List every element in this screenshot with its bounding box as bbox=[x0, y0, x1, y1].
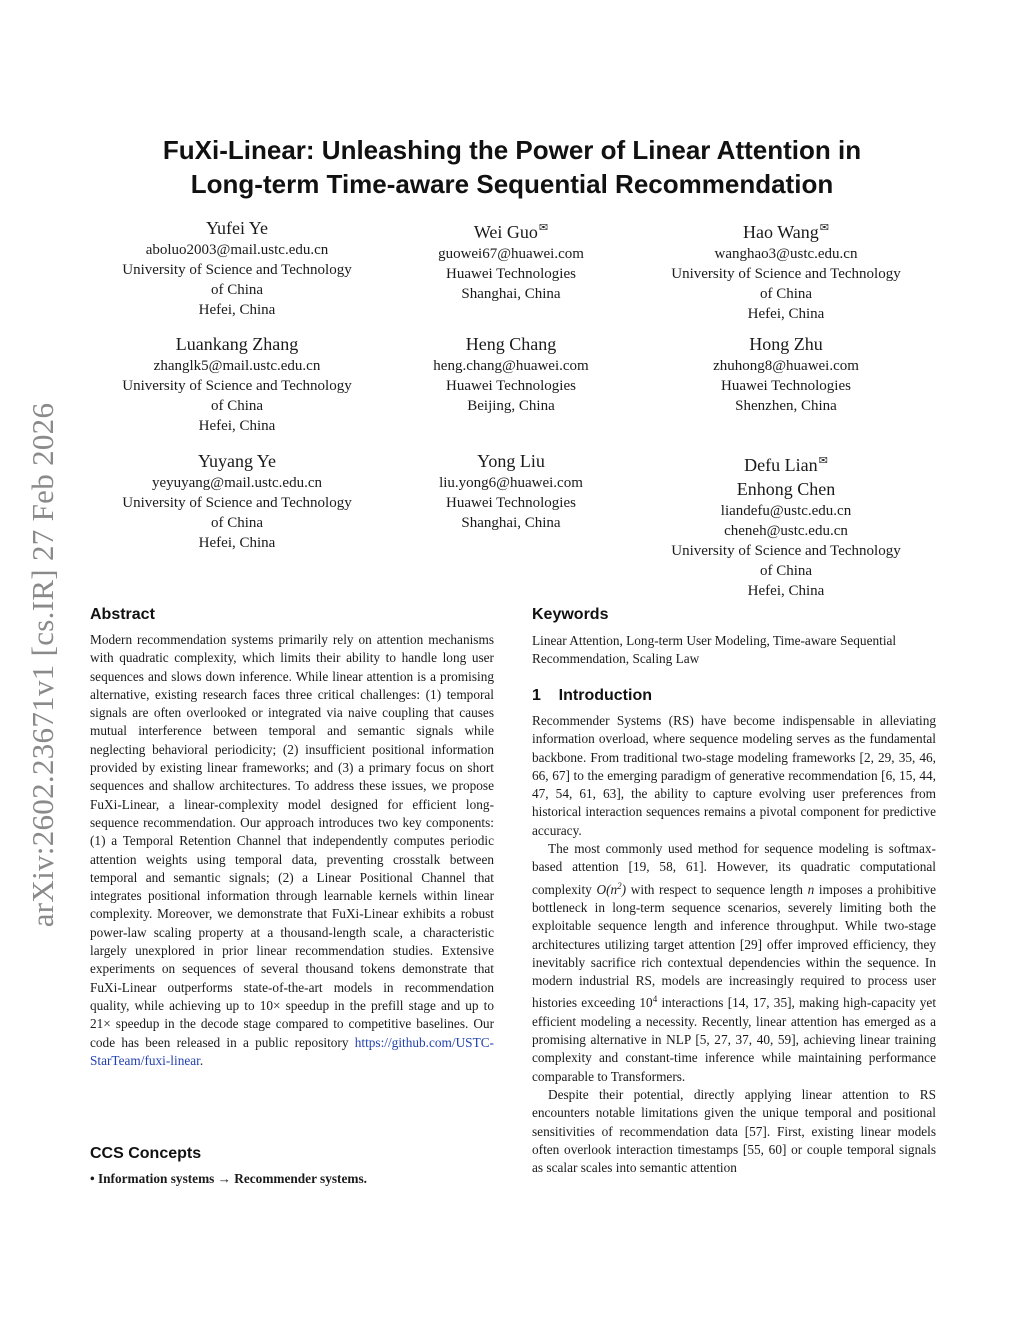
author-block bbox=[646, 216, 926, 324]
author-name: Heng Chang bbox=[465, 334, 557, 354]
author-email: aboluo2003@mail.ustc.edu.cn bbox=[145, 242, 329, 258]
intro-paragraph-1: Recommender Systems (RS) have become indispensable in alleviating information overload, where sequence modeling serves as the fundamental backbone. From traditional two-stage modeling frameworks [2, 29, 35, 46, 66, 67] to the emerging paradigm of generative recommendation [6, 15, 44, 47, 54, 61, 63], the ability to capture evolving user preferences from historical interaction sequences remains a pivotal component for predictive accuracy. bbox=[532, 713, 936, 838]
introduction-body bbox=[532, 712, 936, 1177]
author-name: Yufei Ye bbox=[205, 218, 268, 238]
author-location: Hefei, China bbox=[198, 535, 276, 551]
author-email: cheneh@ustc.edu.cn bbox=[724, 523, 848, 539]
author-block bbox=[371, 216, 651, 304]
author-location: Hefei, China bbox=[198, 418, 276, 434]
author-affiliation: Huawei Technologies bbox=[446, 266, 576, 282]
abstract-link-suffix: . bbox=[199, 1052, 204, 1068]
title-line-2: Long-term Time-aware Sequential Recommendation bbox=[190, 169, 834, 199]
author-name-row bbox=[646, 449, 926, 477]
author-affiliation: of China bbox=[759, 563, 813, 579]
arxiv-sidebar bbox=[18, 370, 68, 960]
author-block bbox=[646, 332, 926, 416]
author-email: zhanglk5@mail.ustc.edu.cn bbox=[153, 358, 321, 374]
keywords-heading: Keywords bbox=[532, 606, 609, 623]
author-name: Hong Zhu bbox=[749, 334, 823, 354]
abstract-text: Modern recommendation systems primarily rely on attention mechanisms with quadratic complexity, which limits their ability to handle long user sequences and slows down inference. While linear attention is a promising alternative, existing research faces three critical challenges: (1) temporal signals are often overlooked or integrated via naive coupling that causes mutual interference between temporal and semantic signals while neglecting behavioral periodicity; (2) insufficient positional information provided by existing linear frameworks; and (3) a primary focus on short sequences and shallow architectures. To address these issues, we propose FuXi-Linear, a linear-complexity model designed for efficient long-sequence recommendation. Our approach introduces two key components: (1) a Temporal Retention Channel that independently computes periodic attention weights using temporal data, preventing crosstalk between temporal and semantic signals; (2) a Linear Positional Channel that integrates positional information through learnable kernels within linear complexity. Moreover, we demonstrate that FuXi-Linear exhibits a robust power-law scaling property at a thousand-length scale, a characteristic largely unexplored in prior linear recommendation studies. Extensive experiments on sequences of several thousand tokens demonstrate that FuXi-Linear outperforms state-of-the-art models in recommendation quality, while achieving up to 10× speedup in the prefill stage and up to 21× speedup in the decode stage compared to competitive baselines. Our code has been released in a public repository bbox=[90, 632, 494, 1050]
author-affiliation: of China bbox=[210, 282, 264, 298]
paper-title bbox=[0, 133, 1024, 201]
ccs-concepts-text: • Information systems → Recommender systems. bbox=[90, 1171, 367, 1186]
author-name: Yong Liu bbox=[477, 451, 545, 471]
author-email: liu.yong6@huawei.com bbox=[439, 475, 583, 491]
author-block bbox=[371, 449, 651, 533]
abstract-body bbox=[90, 631, 494, 1070]
author-affiliation: of China bbox=[210, 515, 264, 531]
envelope-icon: ✉ bbox=[819, 222, 829, 234]
math-variable-n: n bbox=[807, 881, 815, 897]
author-email: heng.chang@huawei.com bbox=[433, 358, 589, 374]
author-block bbox=[371, 332, 651, 416]
author-affiliation: Huawei Technologies bbox=[446, 378, 576, 394]
math-complexity: $O(n^2)$ bbox=[596, 880, 627, 897]
arxiv-identifier: arXiv:2602.23671v1 [cs.IR] 27 Feb 2026 bbox=[25, 402, 60, 928]
author-block bbox=[646, 449, 926, 601]
author-email: guowei67@huawei.com bbox=[438, 246, 584, 262]
author-location: Hefei, China bbox=[747, 583, 825, 599]
author-affiliation: of China bbox=[759, 286, 813, 302]
author-email: yeyuyang@mail.ustc.edu.cn bbox=[151, 475, 323, 491]
introduction-heading: 1 Introduction bbox=[532, 687, 652, 704]
author-block bbox=[97, 449, 377, 553]
keywords-text: Linear Attention, Long-term User Modeling, Time-aware Sequential Recommendation, Scaling Law bbox=[532, 633, 897, 666]
intro-paragraph-3: Despite their potential, directly applying linear attention to RS encounters notable limitations given the unique temporal and positional sensitivities of recommendation data [57]. First, existing linear models often overlook interaction timestamps [55, 60] or couple temporal signals as scalar scales into semantic attention bbox=[532, 1086, 936, 1176]
author-affiliation: University of Science and Technology bbox=[122, 495, 352, 511]
ccs-heading: CCS Concepts bbox=[90, 1145, 202, 1162]
author-affiliation: University of Science and Technology bbox=[122, 262, 352, 278]
envelope-icon: ✉ bbox=[538, 222, 549, 234]
author-name: Wei Guo bbox=[473, 222, 538, 242]
author-affiliation: Huawei Technologies bbox=[721, 378, 851, 394]
envelope-icon: ✉ bbox=[818, 455, 828, 467]
author-email: zhuhong8@huawei.com bbox=[713, 358, 859, 374]
author-name: Defu Lian bbox=[744, 455, 818, 475]
author-block bbox=[97, 216, 377, 320]
author-name: Enhong Chen bbox=[736, 479, 836, 499]
author-affiliation: University of Science and Technology bbox=[122, 378, 352, 394]
author-name-row bbox=[646, 216, 926, 244]
repository-link[interactable]: https://github.com/USTC-StarTeam/fuxi-linear bbox=[90, 1034, 494, 1068]
intro-paragraph-2: The most commonly used method for sequence modeling is softmax-based attention [19, 58, 61]. However, its quadratic computational complexity $O(n^2)$ with respect to sequence length n imposes a prohibitive bottleneck in long-term sequence scenarios, severely limiting both the exploitable sequence length and inference throughput. While two-stage architectures utilizing target attention [29] offer improved efficiency, they inevitably sacrifice rich contextual dependencies within the sequence. In modern industrial RS, models are increasingly required to process user histories exceeding $10^4$ interactions [14, 17, 35], making high-capacity yet efficient modeling a necessity. Recently, linear attention has emerged as a promising alternative in NLP [5, 27, 37, 40, 59], achieving linear training complexity and constant-time inference while maintaining performance comparable to Transformers. bbox=[532, 841, 937, 1084]
author-name: Luankang Zhang bbox=[175, 334, 299, 354]
author-location: Hefei, China bbox=[747, 306, 825, 322]
author-location: Shanghai, China bbox=[461, 515, 561, 531]
author-name: Hao Wang bbox=[743, 222, 819, 242]
author-location: Shenzhen, China bbox=[735, 398, 837, 414]
author-email: wanghao3@ustc.edu.cn bbox=[714, 246, 858, 262]
author-affiliation: University of Science and Technology bbox=[671, 266, 901, 282]
author-location: Shanghai, China bbox=[461, 286, 561, 302]
author-affiliation: Huawei Technologies bbox=[446, 495, 576, 511]
superscript-exponent: 4 bbox=[652, 994, 658, 1005]
author-name: Yuyang Ye bbox=[197, 451, 276, 471]
author-name-row bbox=[371, 216, 651, 244]
author-location: Beijing, China bbox=[467, 398, 555, 414]
author-block bbox=[97, 332, 377, 436]
abstract-heading: Abstract bbox=[90, 606, 155, 623]
title-line-1: FuXi-Linear: Unleashing the Power of Linear Attention in bbox=[162, 135, 862, 165]
author-affiliation: of China bbox=[210, 398, 264, 414]
author-location: Hefei, China bbox=[198, 302, 276, 318]
author-affiliation: University of Science and Technology bbox=[671, 543, 901, 559]
author-email: liandefu@ustc.edu.cn bbox=[720, 503, 852, 519]
